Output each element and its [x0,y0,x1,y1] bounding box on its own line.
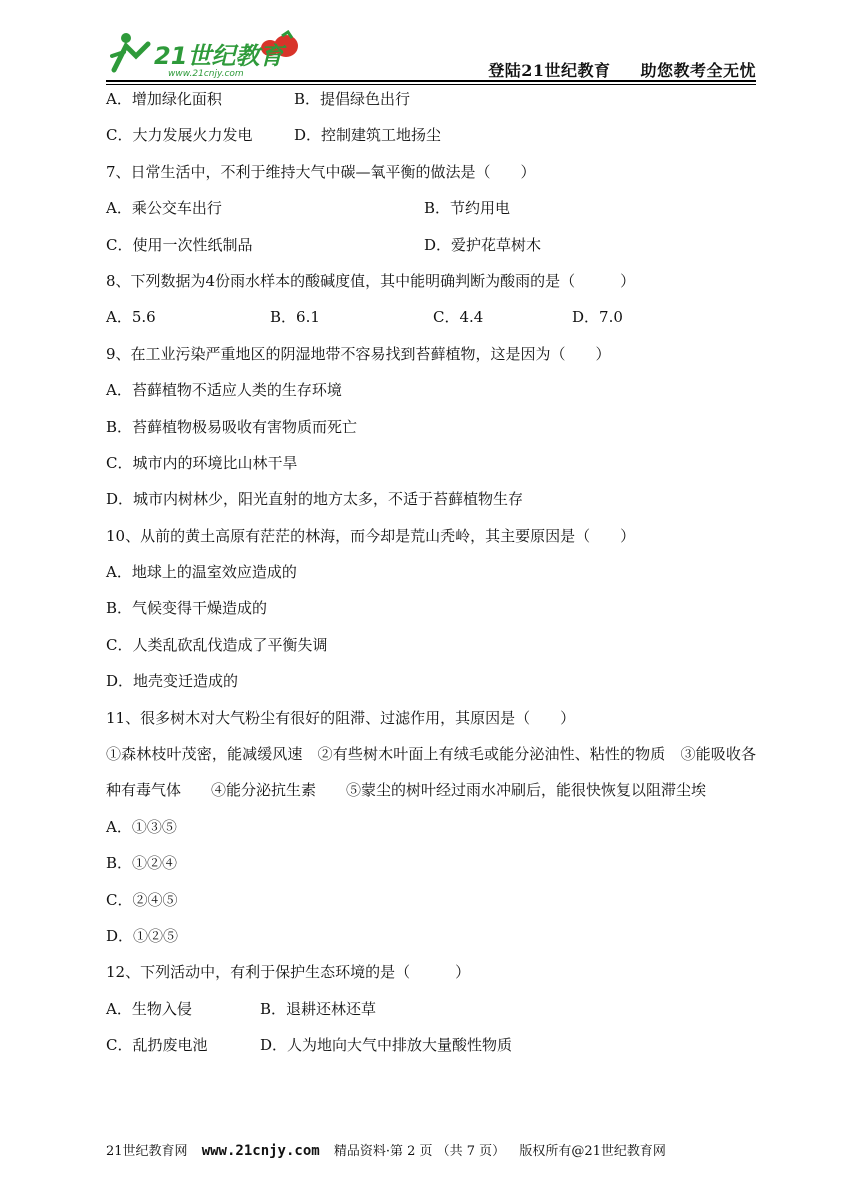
q10-option-d: D．地壳变迁造成的 [106,672,239,691]
question-content [106,86,756,1069]
q7-option-b: B．节约用电 [424,199,511,218]
slogan-left: 登陆21世纪教育 [488,61,611,80]
q6-option-d: D．控制建筑工地扬尘 [294,126,442,145]
q8-stem: 8、下列数据为4份雨水样本的酸碱度值，其中能明确判断为酸雨的是（ ） [106,271,636,290]
footer-copyright: 版权所有@21世纪教育网 [519,1144,666,1159]
page-footer [106,1140,756,1159]
q7-options-row1 [106,195,756,231]
q7-option-a: A．乘公交车出行 [106,199,222,218]
footer-page-info: 精品资料·第 2 页 （共 7 页） [333,1144,506,1159]
q6-option-b: B．提倡绿色出行 [294,90,411,108]
q12-option-c: C．乱扔废电池 [106,1036,208,1055]
q7-option-c: C．使用一次性纸制品 [106,235,253,254]
q11-statements: ①森林枝叶茂密，能减缓风速 ②有些树木叶面上有绒毛或能分泌油性、粘性的物质 ③能吸收各种有毒气体 ④能分泌抗生素 ⑤蒙尘的树叶经过雨水冲刷后，能很快恢复以阻滞尘埃 [106,745,756,800]
q7-options-row2 [106,232,756,268]
logo-text: 21世纪教育 [154,42,284,70]
q10-stem: 10、从前的黄土高原有茫茫的林海，而今却是荒山秃岭，其主要原因是（ ） [106,526,636,545]
q8-option-a: A．5.6 [106,308,156,327]
header-slogan [488,58,756,81]
q12-option-b: B．退耕还林还草 [260,999,377,1018]
q9-stem: 9、在工业污染严重地区的阴湿地带不容易找到苔藓植物，这是因为（ ） [106,344,611,363]
page-header [106,30,756,82]
q11-option-d: D．①②⑤ [106,927,179,946]
q8-options [106,304,756,340]
q10-option-a: A．地球上的温室效应造成的 [106,563,297,582]
header-rule-thin [106,84,756,85]
q9-option-a: A．苔藓植物不适应人类的生存环境 [106,381,342,400]
q8-option-c: C．4.4 [433,308,484,327]
q7-stem: 7、日常生活中，不利于维持大气中碳—氧平衡的做法是（ ） [106,162,536,181]
q6-option-a: A．增加绿化面积 [106,90,222,108]
q11-stem: 11、很多树木对大气粉尘有很好的阻滞、过滤作用，其原因是（ ） [106,708,576,727]
q12-option-d: D．人为地向大气中排放大量酸性物质 [260,1036,513,1055]
footer-site: 21世纪教育网 [106,1144,188,1159]
q10-option-c: C．人类乱砍乱伐造成了平衡失调 [106,635,328,654]
q9-option-d: D．城市内树林少，阳光直射的地方太多，不适于苔藓植物生存 [106,490,524,509]
slogan-right: 助您教考全无忧 [640,61,756,80]
q8-option-b: B．6.1 [270,308,320,327]
logo-url: www.21cnjy.com [168,69,244,79]
q6-options-row2 [106,122,756,158]
footer-url[interactable]: www.21cnjy.com [201,1143,320,1159]
logo [106,30,306,80]
q12-options-row2 [106,1032,756,1068]
q11-option-b: B．①②④ [106,854,178,873]
q9-option-b: B．苔藓植物极易吸收有害物质而死亡 [106,417,358,436]
q6-options-row1 [106,86,756,122]
q7-option-d: D．爱护花草树木 [424,235,542,254]
q12-options-row1 [106,996,756,1032]
q9-option-c: C．城市内的环境比山林干旱 [106,453,298,472]
q6-option-c: C．大力发展火力发电 [106,126,253,145]
header-rule [106,80,756,82]
q10-option-b: B．气候变得干燥造成的 [106,599,268,618]
q8-option-d: D．7.0 [572,308,623,327]
q12-stem: 12、下列活动中，有利于保护生态环境的是（ ） [106,963,471,982]
q12-option-a: A．生物入侵 [106,999,192,1018]
q11-option-c: C．②④⑤ [106,890,178,909]
q11-option-a: A．①③⑤ [106,817,177,836]
